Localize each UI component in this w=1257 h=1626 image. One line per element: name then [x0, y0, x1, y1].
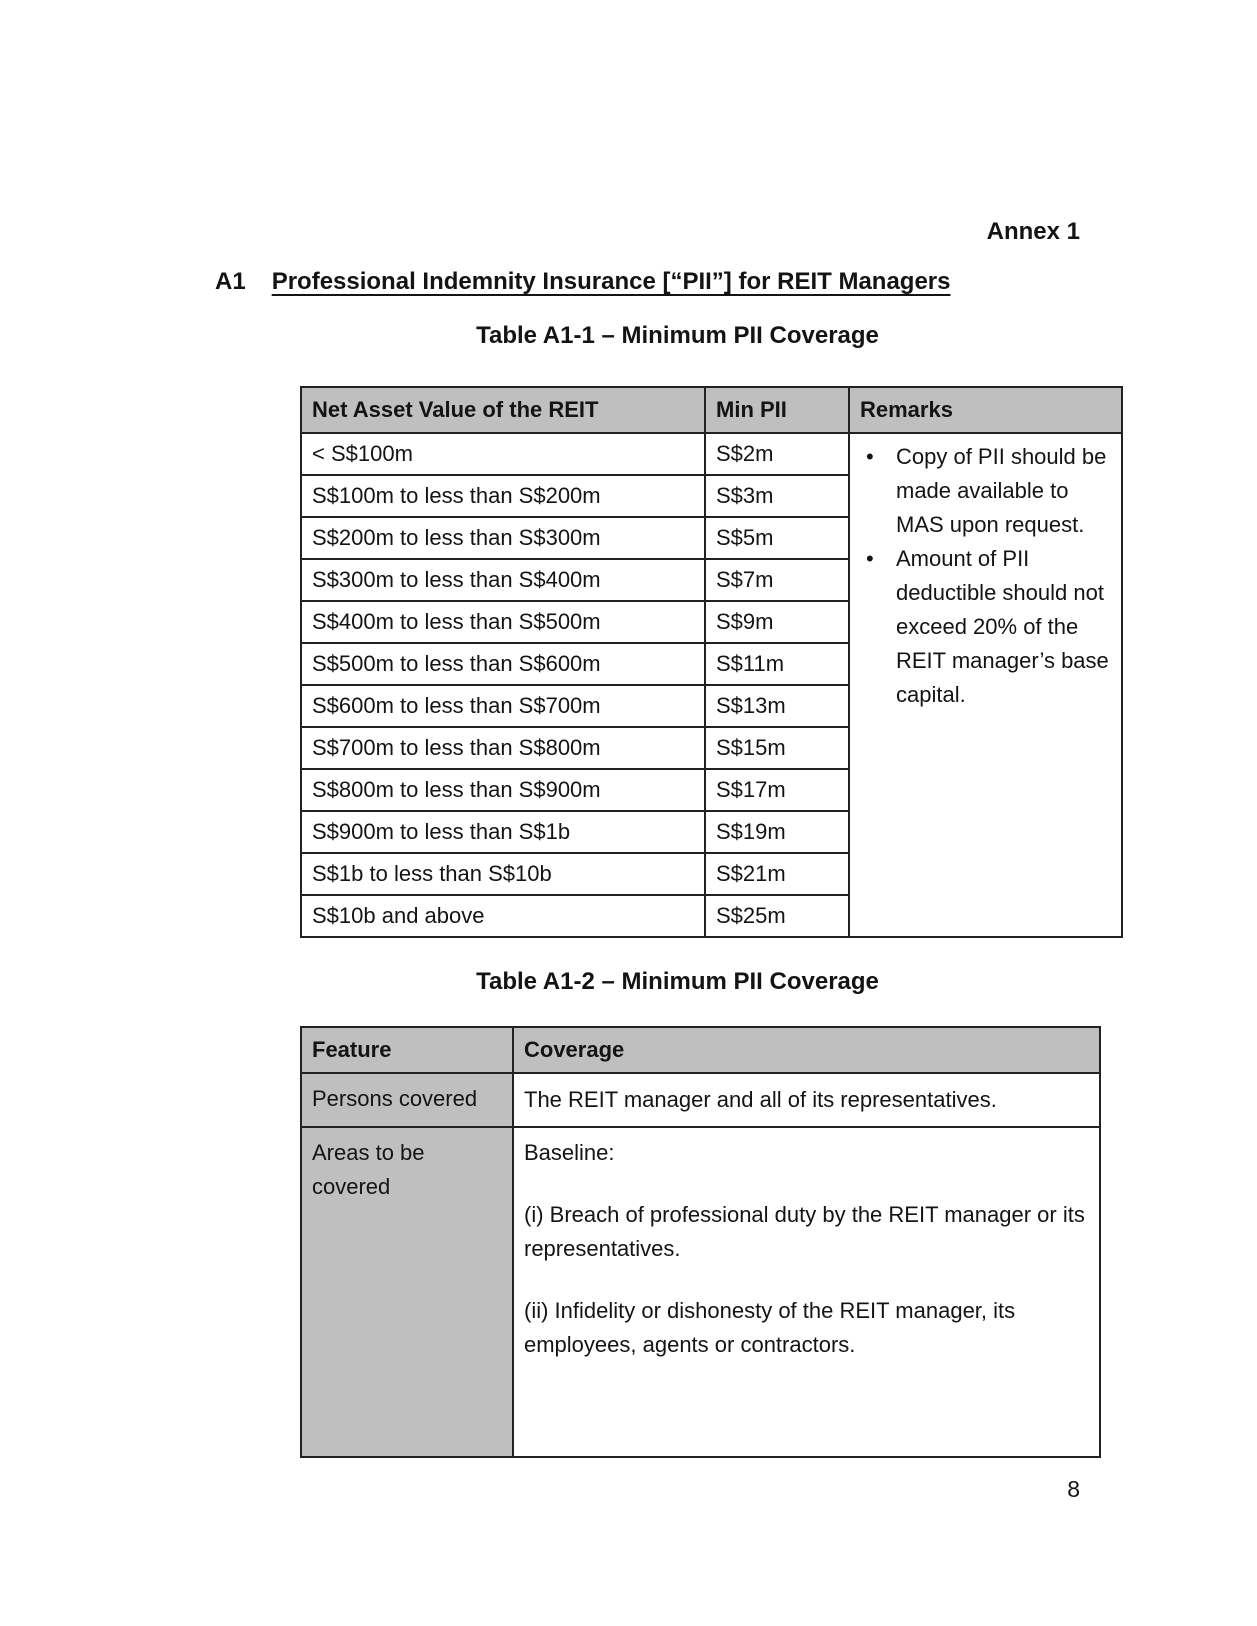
- net-asset-value-cell: S$300m to less than S$400m: [301, 559, 705, 601]
- remark-text: Copy of PII should be made available to MAS upon request.: [896, 444, 1107, 537]
- coverage-paragraph: The REIT manager and all of its representatives.: [524, 1087, 997, 1112]
- table2-header-row: [301, 1027, 1100, 1073]
- min-pii-cell: S$21m: [705, 853, 849, 895]
- net-asset-value-cell: S$200m to less than S$300m: [301, 517, 705, 559]
- pii-feature-coverage-table: [300, 1026, 1101, 1458]
- coverage-cell: [513, 1073, 1100, 1127]
- table1-title: Table A1-1 – Minimum PII Coverage: [476, 322, 879, 349]
- remark-text: Amount of PII deductible should not exceed 20% of the REIT manager’s base capital.: [896, 546, 1109, 707]
- page-number: 8: [1067, 1476, 1080, 1502]
- feature-cell: Persons covered: [301, 1073, 513, 1127]
- section-title: Professional Indemnity Insurance [“PII”] for REIT Managers: [271, 268, 951, 295]
- net-asset-value-cell: S$900m to less than S$1b: [301, 811, 705, 853]
- table1-header-row: [301, 387, 1122, 433]
- coverage-paragraph: (ii) Infidelity or dishonesty of the REIT manager, its employees, agents or contractors.: [524, 1298, 1016, 1357]
- net-asset-value-cell: S$400m to less than S$500m: [301, 601, 705, 643]
- section-heading: [215, 268, 951, 296]
- net-asset-value-cell: S$800m to less than S$900m: [301, 769, 705, 811]
- table-row: [301, 1127, 1100, 1457]
- min-pii-cell: S$25m: [705, 895, 849, 937]
- table1-body: [301, 433, 1122, 937]
- net-asset-value-cell: S$100m to less than S$200m: [301, 475, 705, 517]
- min-pii-cell: S$3m: [705, 475, 849, 517]
- min-pii-cell: S$2m: [705, 433, 849, 475]
- remarks-list: [850, 440, 1115, 712]
- min-pii-cell: S$7m: [705, 559, 849, 601]
- min-pii-coverage-table: [300, 386, 1123, 938]
- remark-item: [850, 542, 1115, 712]
- annex-label: Annex 1: [986, 218, 1080, 245]
- coverage-paragraph: Baseline:: [524, 1140, 615, 1165]
- remark-item: [850, 440, 1115, 542]
- bullet-icon: •: [866, 444, 874, 469]
- net-asset-value-cell: S$700m to less than S$800m: [301, 727, 705, 769]
- min-pii-cell: S$5m: [705, 517, 849, 559]
- min-pii-cell: S$17m: [705, 769, 849, 811]
- min-pii-cell: S$19m: [705, 811, 849, 853]
- col-header-remarks: Remarks: [849, 387, 1122, 433]
- coverage-cell: [513, 1127, 1100, 1457]
- section-number: A1: [215, 268, 246, 295]
- net-asset-value-cell: < S$100m: [301, 433, 705, 475]
- net-asset-value-cell: S$10b and above: [301, 895, 705, 937]
- feature-cell: Areas to be covered: [301, 1127, 513, 1457]
- net-asset-value-cell: S$1b to less than S$10b: [301, 853, 705, 895]
- min-pii-cell: S$13m: [705, 685, 849, 727]
- remarks-cell: [849, 433, 1122, 937]
- min-pii-cell: S$9m: [705, 601, 849, 643]
- net-asset-value-cell: S$600m to less than S$700m: [301, 685, 705, 727]
- min-pii-cell: S$11m: [705, 643, 849, 685]
- table-row: [301, 1073, 1100, 1127]
- net-asset-value-cell: S$500m to less than S$600m: [301, 643, 705, 685]
- col-header-min-pii: Min PII: [705, 387, 849, 433]
- col-header-net-asset-value: Net Asset Value of the REIT: [301, 387, 705, 433]
- bullet-icon: •: [866, 546, 874, 571]
- table-row: [301, 433, 1122, 475]
- col-header-feature: Feature: [301, 1027, 513, 1073]
- col-header-coverage: Coverage: [513, 1027, 1100, 1073]
- min-pii-cell: S$15m: [705, 727, 849, 769]
- table2-title: Table A1-2 – Minimum PII Coverage: [476, 968, 879, 995]
- coverage-paragraph: (i) Breach of professional duty by the REIT manager or its representatives.: [524, 1202, 1085, 1261]
